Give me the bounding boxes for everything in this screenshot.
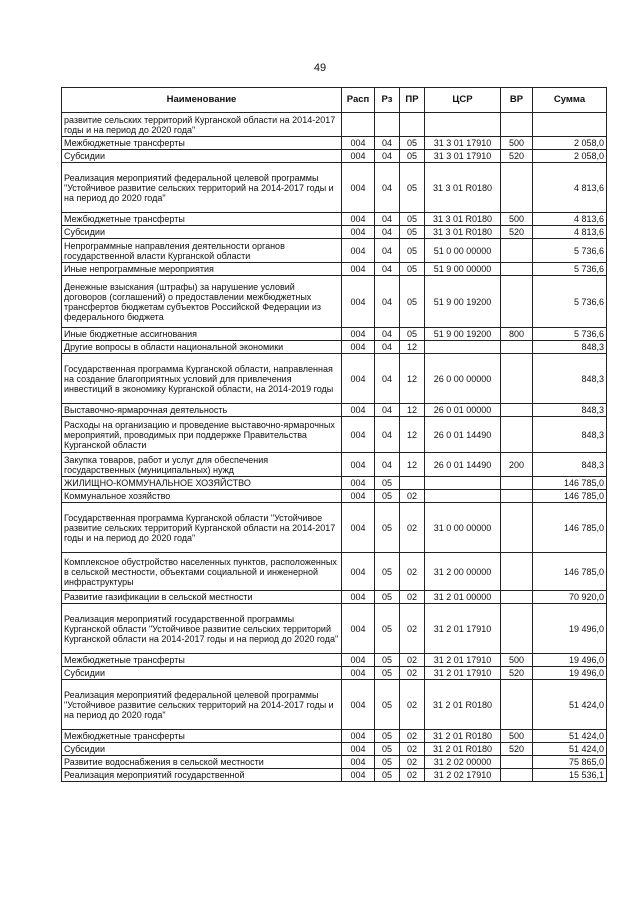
cell-vr [501,591,533,604]
cell-pr: 02 [400,743,425,756]
cell-rasp: 004 [342,503,375,553]
cell-rasp: 004 [342,730,375,743]
cell-rz: 04 [375,150,400,163]
cell-pr: 02 [400,654,425,667]
cell-rz: 04 [375,226,400,239]
cell-vr [501,354,533,404]
cell-name: Развитие водоснабжения в сельской местности [62,756,342,769]
cell-rz: 04 [375,137,400,150]
table-header-row [62,88,607,113]
cell-rz: 04 [375,213,400,226]
cell-rasp: 004 [342,553,375,591]
cell-name: Реализация мероприятий федеральной целевой программы "Устойчивое развитие сельских территорий на 2014-2017 годы и на период до 2020 года" [62,680,342,730]
cell-name: Государственная программа Курганской области, направленная на создание благоприятных условий для привлечения инвестиций в экономику Курганской области, на 2014-2019 годы [62,354,342,404]
cell-rasp: 004 [342,404,375,417]
cell-pr: 12 [400,404,425,417]
cell-rz: 05 [375,769,400,782]
cell-pr: 02 [400,591,425,604]
cell-rasp: 004 [342,239,375,263]
cell-pr: 05 [400,328,425,341]
cell-sum: 19 496,0 [533,604,607,654]
cell-sum: 146 785,0 [533,477,607,490]
cell-pr: 02 [400,667,425,680]
table-row [62,667,607,680]
cell-rasp: 004 [342,263,375,276]
cell-sum: 848,3 [533,453,607,477]
cell-csr [425,490,501,503]
cell-rz: 05 [375,743,400,756]
cell-csr: 26 0 00 00000 [425,354,501,404]
table-row [62,341,607,354]
cell-vr: 800 [501,328,533,341]
cell-name: Реализация мероприятий государственной программы Курганской области "Устойчивое развитие сельских территорий Курганской области на 2014-2017 годы и на период до 2020 года" [62,604,342,654]
header-rasp: Расп [342,88,375,113]
cell-rz: 05 [375,667,400,680]
cell-pr: 02 [400,756,425,769]
cell-csr: 31 0 00 00000 [425,503,501,553]
cell-rasp: 004 [342,604,375,654]
cell-name: Выставочно-ярмарочная деятельность [62,404,342,417]
cell-vr [501,239,533,263]
cell-rz: 04 [375,453,400,477]
cell-name: Межбюджетные трансферты [62,730,342,743]
table-row [62,239,607,263]
table-body [62,113,607,782]
cell-rz: 05 [375,680,400,730]
cell-name: Комплексное обустройство населенных пунктов, расположенных в сельской местности, объектами социальной и инженерной инфраструктуры [62,553,342,591]
cell-csr: 31 2 01 17910 [425,667,501,680]
cell-name: Иные бюджетные ассигнования [62,328,342,341]
cell-csr: 31 3 01 R0180 [425,163,501,213]
cell-name: Денежные взыскания (штрафы) за нарушение условий договоров (соглашений) о предоставлении межбюджетных трансфертов бюджетам субъектов Российской Федерации из федерального бюджета [62,276,342,328]
cell-sum: 4 813,6 [533,226,607,239]
cell-rasp: 004 [342,137,375,150]
table-row [62,328,607,341]
cell-csr: 51 0 00 00000 [425,239,501,263]
cell-vr [501,404,533,417]
cell-sum: 848,3 [533,354,607,404]
cell-rasp: 004 [342,150,375,163]
cell-rz: 04 [375,354,400,404]
cell-vr: 500 [501,137,533,150]
cell-rasp: 004 [342,769,375,782]
cell-csr: 31 3 01 R0180 [425,213,501,226]
cell-csr: 51 9 00 19200 [425,276,501,328]
cell-sum: 19 496,0 [533,667,607,680]
header-csr: ЦСР [425,88,501,113]
cell-vr: 520 [501,743,533,756]
cell-name: развитие сельских территорий Курганской области на 2014-2017 годы и на период до 2020 года" [62,113,342,137]
cell-rz: 04 [375,417,400,453]
cell-csr: 31 2 01 R0180 [425,730,501,743]
cell-rz: 04 [375,404,400,417]
cell-sum: 2 058,0 [533,137,607,150]
cell-name: Межбюджетные трансферты [62,213,342,226]
cell-rz: 05 [375,604,400,654]
cell-rasp: 004 [342,417,375,453]
cell-rz: 05 [375,730,400,743]
cell-csr: 31 2 02 00000 [425,756,501,769]
cell-name: Субсидии [62,150,342,163]
table-row [62,503,607,553]
cell-csr: 31 2 00 00000 [425,553,501,591]
cell-pr: 05 [400,263,425,276]
cell-rasp: 004 [342,213,375,226]
cell-name: Межбюджетные трансферты [62,137,342,150]
cell-rz [375,113,400,137]
cell-pr: 05 [400,226,425,239]
cell-rasp: 004 [342,341,375,354]
cell-pr: 12 [400,453,425,477]
cell-csr: 26 0 01 00000 [425,404,501,417]
cell-name: Государственная программа Курганской области "Устойчивое развитие сельских территорий Курганской области на 2014-2017 годы и на период до 2020 года" [62,503,342,553]
table-row [62,591,607,604]
cell-csr: 31 2 02 17910 [425,769,501,782]
cell-name: Субсидии [62,226,342,239]
cell-pr: 12 [400,354,425,404]
header-pr: ПР [400,88,425,113]
table-row [62,604,607,654]
table-row [62,553,607,591]
cell-name: Реализация мероприятий федеральной целевой программы "Устойчивое развитие сельских территорий на 2014-2017 годы и на период до 2020 года" [62,163,342,213]
cell-vr: 500 [501,654,533,667]
cell-rasp: 004 [342,490,375,503]
cell-name: Другие вопросы в области национальной экономики [62,341,342,354]
table-row [62,354,607,404]
cell-name: Коммунальное хозяйство [62,490,342,503]
cell-rasp: 004 [342,477,375,490]
cell-sum: 51 424,0 [533,680,607,730]
cell-rz: 04 [375,328,400,341]
cell-sum: 146 785,0 [533,553,607,591]
cell-pr: 02 [400,769,425,782]
cell-csr: 51 9 00 19200 [425,328,501,341]
cell-csr: 31 2 01 17910 [425,604,501,654]
cell-csr: 31 2 01 00000 [425,591,501,604]
cell-sum: 4 813,6 [533,163,607,213]
table-row [62,226,607,239]
table-row [62,213,607,226]
cell-rz: 04 [375,276,400,328]
cell-vr [501,769,533,782]
cell-vr: 500 [501,730,533,743]
cell-pr: 12 [400,417,425,453]
cell-sum: 5 736,6 [533,276,607,328]
cell-sum [533,113,607,137]
cell-rasp: 004 [342,591,375,604]
cell-rz: 05 [375,490,400,503]
cell-rasp: 004 [342,743,375,756]
budget-table [61,87,607,782]
cell-csr: 26 0 01 14490 [425,453,501,477]
cell-sum: 146 785,0 [533,490,607,503]
table-row [62,163,607,213]
cell-csr: 26 0 01 14490 [425,417,501,453]
cell-pr: 05 [400,163,425,213]
cell-vr [501,113,533,137]
cell-rasp: 004 [342,276,375,328]
cell-vr: 520 [501,150,533,163]
cell-name: Межбюджетные трансферты [62,654,342,667]
cell-name: Иные непрограммные мероприятия [62,263,342,276]
cell-sum: 51 424,0 [533,730,607,743]
table-row [62,263,607,276]
cell-name: Расходы на организацию и проведение выставочно-ярмарочных мероприятий, проводимых при поддержке Правительства Курганской области [62,417,342,453]
cell-rz: 04 [375,341,400,354]
cell-pr: 05 [400,239,425,263]
cell-vr: 200 [501,453,533,477]
cell-sum: 848,3 [533,417,607,453]
cell-name: ЖИЛИЩНО-КОММУНАЛЬНОЕ ХОЗЯЙСТВО [62,477,342,490]
cell-vr [501,341,533,354]
cell-pr: 05 [400,150,425,163]
cell-sum: 5 736,6 [533,239,607,263]
cell-rasp: 004 [342,667,375,680]
cell-sum: 848,3 [533,341,607,354]
cell-csr: 51 9 00 00000 [425,263,501,276]
table-row [62,404,607,417]
cell-rasp: 004 [342,328,375,341]
table-row [62,769,607,782]
cell-csr: 31 2 01 17910 [425,654,501,667]
cell-vr [501,490,533,503]
cell-vr [501,417,533,453]
cell-sum: 4 813,6 [533,213,607,226]
table-row [62,453,607,477]
cell-sum: 146 785,0 [533,503,607,553]
table-row [62,113,607,137]
cell-vr [501,163,533,213]
cell-csr [425,113,501,137]
cell-pr [400,113,425,137]
cell-pr: 05 [400,137,425,150]
cell-rz: 05 [375,756,400,769]
cell-pr [400,477,425,490]
cell-rz: 04 [375,239,400,263]
cell-name: Субсидии [62,743,342,756]
cell-sum: 51 424,0 [533,743,607,756]
cell-csr: 31 2 01 R0180 [425,743,501,756]
cell-name: Развитие газификации в сельской местности [62,591,342,604]
cell-vr: 520 [501,667,533,680]
cell-sum: 2 058,0 [533,150,607,163]
cell-sum: 5 736,6 [533,263,607,276]
table-row [62,490,607,503]
cell-rasp: 004 [342,453,375,477]
cell-vr: 500 [501,213,533,226]
cell-rasp [342,113,375,137]
page-number: 49 [313,62,327,74]
table-row [62,680,607,730]
cell-vr: 520 [501,226,533,239]
cell-rasp: 004 [342,354,375,404]
header-sum: Сумма [533,88,607,113]
cell-rasp: 004 [342,163,375,213]
cell-csr: 31 2 01 R0180 [425,680,501,730]
cell-pr: 02 [400,680,425,730]
cell-name: Субсидии [62,667,342,680]
cell-vr [501,263,533,276]
cell-csr: 31 3 01 17910 [425,137,501,150]
table-row [62,756,607,769]
cell-sum: 15 536,1 [533,769,607,782]
cell-pr: 05 [400,213,425,226]
cell-name: Реализация мероприятий государственной [62,769,342,782]
cell-pr: 02 [400,503,425,553]
cell-sum: 5 736,6 [533,328,607,341]
cell-rz: 05 [375,477,400,490]
cell-rasp: 004 [342,654,375,667]
cell-pr: 02 [400,730,425,743]
cell-name: Закупка товаров, работ и услуг для обеспечения государственных (муниципальных) нужд [62,453,342,477]
cell-rz: 04 [375,163,400,213]
cell-sum: 75 865,0 [533,756,607,769]
cell-vr [501,680,533,730]
cell-rz: 05 [375,654,400,667]
cell-rasp: 004 [342,680,375,730]
table-row [62,276,607,328]
cell-sum: 19 496,0 [533,654,607,667]
cell-sum: 848,3 [533,404,607,417]
cell-pr: 02 [400,490,425,503]
cell-pr: 02 [400,604,425,654]
cell-rasp: 004 [342,756,375,769]
cell-vr [501,553,533,591]
table-row [62,654,607,667]
cell-name: Непрограммные направления деятельности органов государственной власти Курганской области [62,239,342,263]
table-row [62,417,607,453]
cell-csr [425,477,501,490]
cell-sum: 70 920,0 [533,591,607,604]
cell-vr [501,276,533,328]
cell-vr [501,503,533,553]
cell-rz: 05 [375,503,400,553]
cell-rz: 04 [375,263,400,276]
cell-rz: 05 [375,591,400,604]
table-row [62,743,607,756]
table-row [62,150,607,163]
cell-csr [425,341,501,354]
header-name: Наименование [62,88,342,113]
table-row [62,477,607,490]
cell-rasp: 004 [342,226,375,239]
cell-pr: 05 [400,276,425,328]
header-vr: ВР [501,88,533,113]
cell-rz: 05 [375,553,400,591]
cell-vr [501,756,533,769]
header-rz: Рз [375,88,400,113]
cell-csr: 31 3 01 R0180 [425,226,501,239]
table-row [62,137,607,150]
cell-pr: 02 [400,553,425,591]
cell-vr [501,477,533,490]
cell-csr: 31 3 01 17910 [425,150,501,163]
table-row [62,730,607,743]
cell-pr: 12 [400,341,425,354]
cell-vr [501,604,533,654]
